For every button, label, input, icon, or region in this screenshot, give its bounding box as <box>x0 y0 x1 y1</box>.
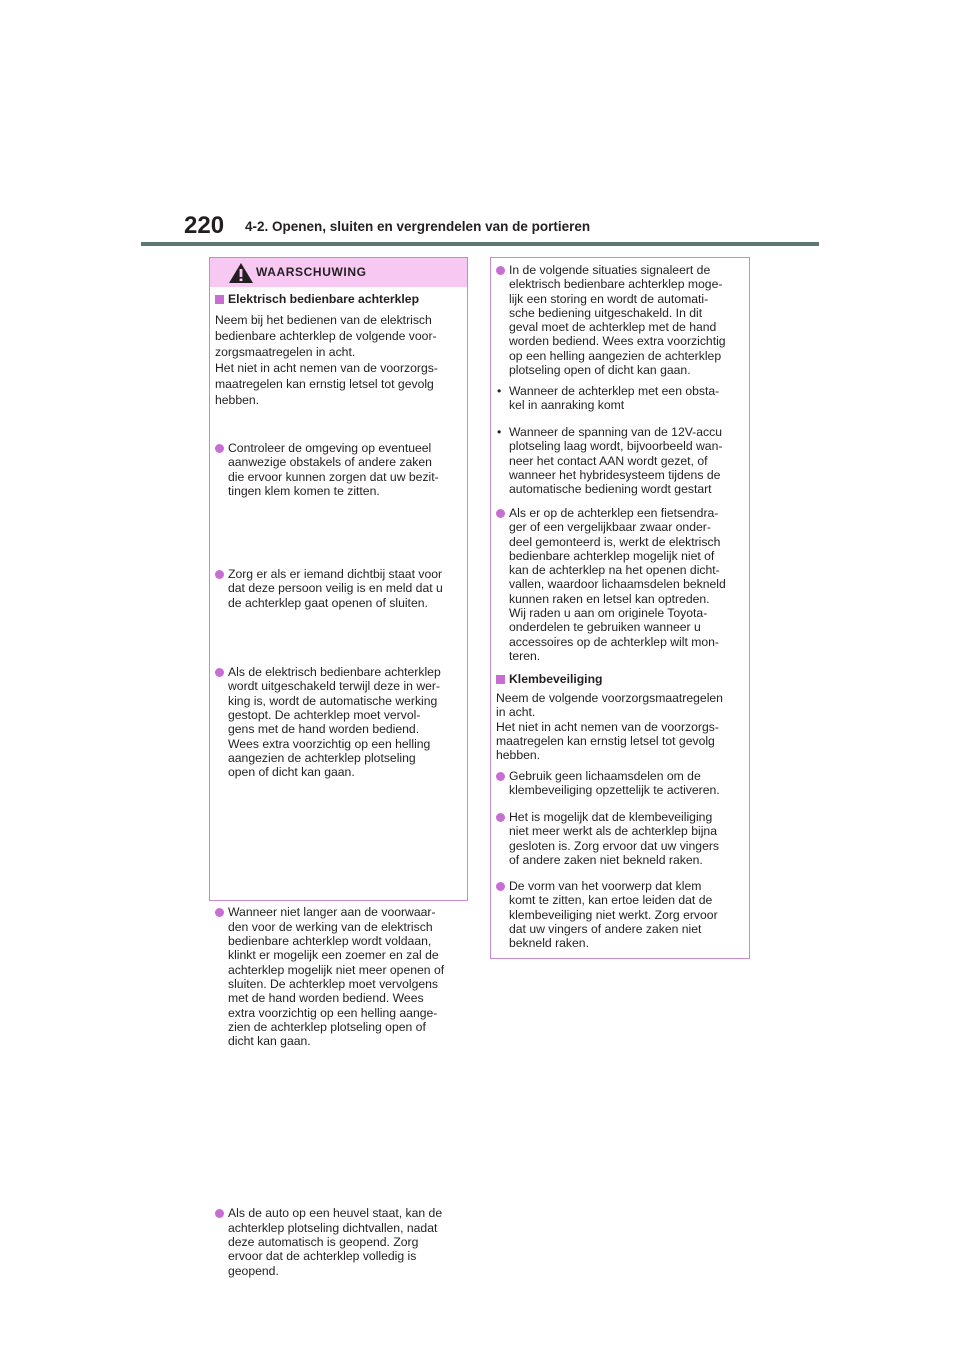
warning-box <box>209 257 468 1278</box>
sub-bullet-obstacle: • Wanneer de achterklep met een obsta- kel in aanraking komt <box>496 384 743 413</box>
bullet-no-body-parts: Gebruik geen lichaamsdelen om de klembeveiliging opzettelijk te activeren. <box>496 769 743 798</box>
bullet-malfunction: In de volgende situaties signaleert de elektrisch bedienbare achterklep moge- lijk een storing en wordt de automati- sche bediening uitgeschakeld. In dit geval moet de achterklep met de hand worden bediend. Wees extra voorzichtig op een helling aangezien de achterklep plotseling open of dicht kan gaan. <box>496 263 743 377</box>
warning-title: WAARSCHUWING <box>256 265 367 279</box>
header-rule <box>141 242 819 246</box>
warning-bullet: Wanneer niet langer aan de voorwaar- den voor de werking van de elektrisch bedienbare achterklep wordt voldaan, klinkt er mogelijk een zoemer en zal de achterklep mogelijk niet meer openen of sluiten. De achterklep moet vervolgens met de hand worden bediend. Wees extra voorzichtig op een helling aange- zien de achterklep plotseling open of dicht kan gaan. <box>215 905 472 1048</box>
continuation-box <box>490 257 750 959</box>
warning-intro: Neem bij het bedienen van de elektrisch bedienbare achterklep de volgende voor- zorgsmaatregelen in acht. Het niet in acht nemen van de voorzorgs- maatregelen kan ernstig letsel tot gevolg hebben. <box>215 313 438 407</box>
intro-klembeveiliging: Neem de volgende voorzorgsmaatregelen in acht. Het niet in acht nemen van de voorzorgs- maatregelen kan ernstig letsel tot gevolg hebben. <box>496 691 723 763</box>
section-title: 4-2. Openen, sluiten en vergrendelen van de portieren <box>245 219 591 234</box>
warning-bullet: Zorg er als er iemand dichtbij staat voor dat deze persoon veilig is en meld dat u de achterklep gaat openen of sluiten. <box>215 567 472 610</box>
warning-bullet: Controleer de omgeving op eventueel aanwezige obstakels of andere zaken die ervoor kunnen zorgen dat uw bezit- tingen klem komen te zitten. <box>215 441 472 498</box>
page-number: 220 <box>184 212 225 239</box>
warning-heading: Elektrisch bedienbare achterklep <box>215 292 461 306</box>
warning-triangle-icon <box>228 262 254 284</box>
warning-bullet: Als de elektrisch bedienbare achterklep wordt uitgeschakeld terwijl deze in wer- king is, wordt de automatische werking gestopt. De achterklep moet vervol- gens met de hand worden bediend. Wees extra voorzichtig op een helling aangezien de achterklep plotseling open of dicht kan gaan. <box>215 665 472 779</box>
heading-klembeveiliging: Klembeveiliging <box>496 672 743 686</box>
bullet-object-shape: De vorm van het voorwerp dat klem komt te zitten, kan ertoe leiden dat de klembeveiliging niet werkt. Zorg ervoor dat uw vingers of andere zaken niet bekneld raken. <box>496 879 743 950</box>
bullet-bike-carrier: Als er op de achterklep een fietsendra- ger of een vergelijkbaar zwaar onder- deel gemonteerd is, werkt de elektrisch bedienbare achterklep mogelijk niet of kan de achterklep na het openen dicht- vallen, waardoor lichaamsdelen bekneld kunnen raken en letsel kan optreden. Wij raden u aan om originele Toyota- onderdelen te gebruiken wanneer u accessoires op de achterklep wilt mon- teren. <box>496 506 743 663</box>
sub-bullet-voltage: • Wanneer de spanning van de 12V-accu plotseling laag wordt, bijvoorbeeld wan- neer het contact AAN wordt gezet, of wanneer het hybridesysteem tijdens de automatische bediening wordt gestart <box>496 425 743 496</box>
warning-bullet: Als de auto op een heuvel staat, kan de achterklep plotseling dichtvallen, nadat deze automatisch is geopend. Zorg ervoor dat de achterklep volledig is geopend. <box>215 1206 472 1277</box>
bullet-almost-closed: Het is mogelijk dat de klembeveiliging niet meer werkt als de achterklep bijna gesloten is. Zorg ervoor dat uw vingers of andere zaken niet bekneld raken. <box>496 810 743 867</box>
warning-header <box>210 258 467 287</box>
